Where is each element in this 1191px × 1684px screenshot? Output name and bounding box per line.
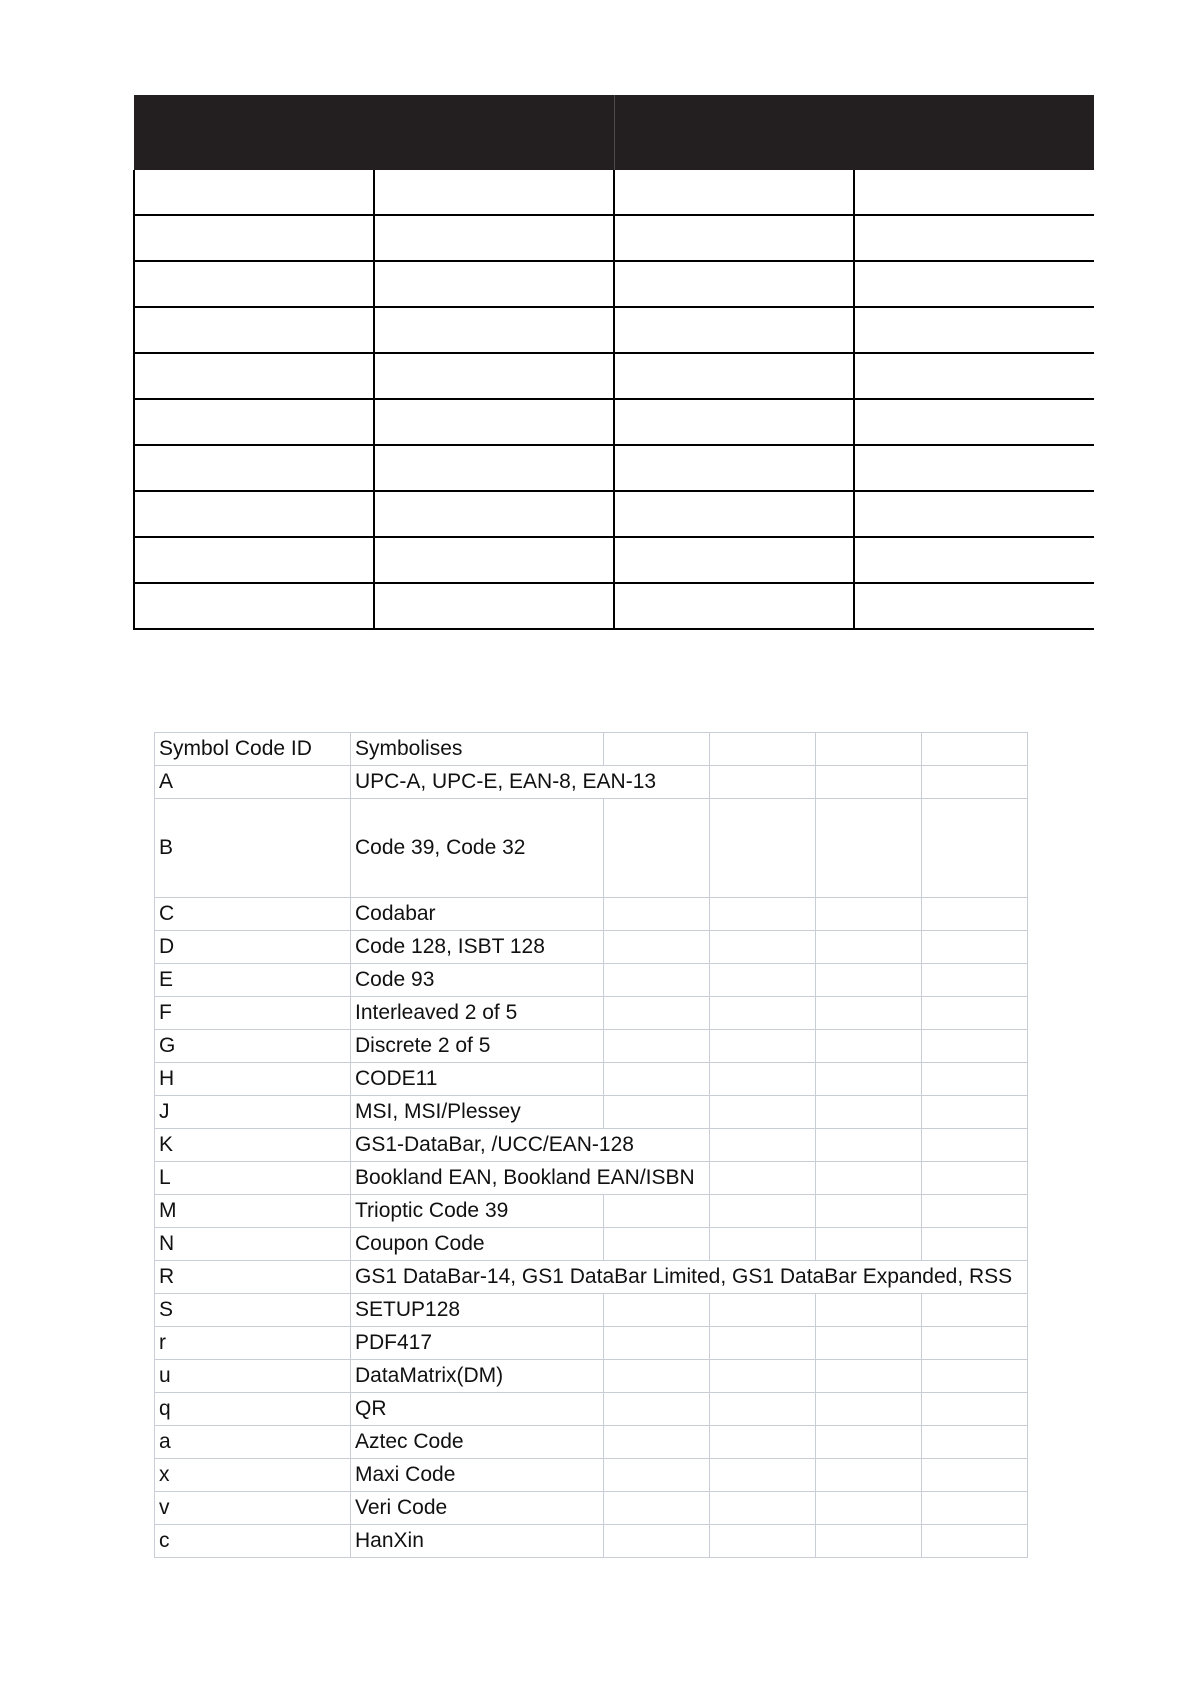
blank-table-row	[134, 170, 1094, 215]
blank-table-header-cell	[134, 95, 614, 170]
empty-cell	[816, 766, 922, 799]
blank-table-row	[134, 491, 1094, 537]
symbol-code-id-cell: x	[155, 1459, 351, 1492]
symbolises-cell: MSI, MSI/Plessey	[351, 1096, 604, 1129]
symbolises-cell: Aztec Code	[351, 1426, 604, 1459]
blank-table-header	[134, 95, 1094, 170]
empty-cell	[710, 1096, 816, 1129]
blank-cell	[854, 261, 1094, 307]
blank-cell	[134, 353, 374, 399]
symbol-code-id-cell: M	[155, 1195, 351, 1228]
empty-cell	[922, 1492, 1028, 1525]
empty-cell	[710, 733, 816, 766]
symbol-code-id-cell: E	[155, 964, 351, 997]
empty-cell	[816, 1096, 922, 1129]
empty-cell	[816, 1492, 922, 1525]
symbolises-cell: DataMatrix(DM)	[351, 1360, 604, 1393]
empty-cell	[604, 997, 710, 1030]
empty-cell	[816, 1228, 922, 1261]
symbolises-cell: Discrete 2 of 5	[351, 1030, 604, 1063]
symbol-code-id-cell: K	[155, 1129, 351, 1162]
symbolises-cell: CODE11	[351, 1063, 604, 1096]
symbol-code-id-cell: N	[155, 1228, 351, 1261]
blank-table-row	[134, 537, 1094, 583]
empty-cell	[604, 1459, 710, 1492]
blank-cell	[134, 170, 374, 215]
table-row	[155, 1393, 1028, 1426]
empty-cell	[604, 898, 710, 931]
empty-cell	[604, 1492, 710, 1525]
blank-table-header-cell	[614, 95, 1094, 170]
symbolises-cell: GS1 DataBar-14, GS1 DataBar Limited, GS1 DataBar Expanded, RSS	[351, 1261, 1028, 1294]
empty-cell	[816, 964, 922, 997]
symbol-code-id-cell: L	[155, 1162, 351, 1195]
symbolises-cell: Bookland EAN, Bookland EAN/ISBN	[351, 1162, 710, 1195]
table-row	[155, 1228, 1028, 1261]
blank-cell	[374, 307, 614, 353]
empty-cell	[922, 1129, 1028, 1162]
empty-cell	[816, 898, 922, 931]
table-row	[155, 1096, 1028, 1129]
empty-cell	[922, 1360, 1028, 1393]
empty-cell	[710, 1492, 816, 1525]
column-header-symbolises: Symbolises	[351, 733, 604, 766]
symbolises-cell: QR	[351, 1393, 604, 1426]
blank-table-row	[134, 445, 1094, 491]
symbol-code-id-cell: a	[155, 1426, 351, 1459]
empty-cell	[922, 931, 1028, 964]
empty-cell	[816, 1426, 922, 1459]
blank-cell	[134, 215, 374, 261]
blank-cell	[854, 307, 1094, 353]
empty-cell	[816, 1360, 922, 1393]
symbolises-cell: Codabar	[351, 898, 604, 931]
empty-cell	[922, 1393, 1028, 1426]
symbolises-cell: Maxi Code	[351, 1459, 604, 1492]
empty-cell	[816, 1195, 922, 1228]
empty-cell	[816, 1129, 922, 1162]
empty-cell	[816, 1393, 922, 1426]
empty-cell	[922, 1327, 1028, 1360]
symbol-code-table-body	[155, 733, 1028, 1558]
empty-cell	[922, 964, 1028, 997]
table-row	[155, 1294, 1028, 1327]
blank-cell	[374, 215, 614, 261]
empty-cell	[922, 1426, 1028, 1459]
blank-cell	[374, 353, 614, 399]
blank-cell	[134, 261, 374, 307]
symbolises-cell: Trioptic Code 39	[351, 1195, 604, 1228]
table-row	[155, 898, 1028, 931]
empty-cell	[604, 1195, 710, 1228]
empty-cell	[922, 1162, 1028, 1195]
symbol-code-id-cell: c	[155, 1525, 351, 1558]
table-row	[155, 964, 1028, 997]
empty-cell	[816, 733, 922, 766]
empty-cell	[710, 1393, 816, 1426]
symbolises-cell: Coupon Code	[351, 1228, 604, 1261]
blank-cell	[134, 491, 374, 537]
blank-cell	[374, 399, 614, 445]
empty-cell	[710, 1459, 816, 1492]
table-row	[155, 1360, 1028, 1393]
blank-cell	[614, 170, 854, 215]
table-row	[155, 997, 1028, 1030]
blank-cell	[374, 537, 614, 583]
empty-cell	[710, 1129, 816, 1162]
blank-cell	[854, 170, 1094, 215]
empty-cell	[922, 1459, 1028, 1492]
blank-cell	[614, 215, 854, 261]
empty-cell	[710, 1195, 816, 1228]
blank-cell	[374, 445, 614, 491]
empty-cell	[922, 1228, 1028, 1261]
empty-cell	[710, 1426, 816, 1459]
table-row	[155, 1525, 1028, 1558]
blank-cell	[854, 445, 1094, 491]
blank-cell	[374, 583, 614, 629]
blank-cell	[614, 583, 854, 629]
symbolises-cell: GS1-DataBar, /UCC/EAN-128	[351, 1129, 710, 1162]
empty-cell	[604, 1228, 710, 1261]
symbol-code-id-cell: J	[155, 1096, 351, 1129]
table-row	[155, 1261, 1028, 1294]
blank-cell	[614, 261, 854, 307]
empty-cell	[710, 1063, 816, 1096]
empty-cell	[816, 1459, 922, 1492]
table-row	[155, 1426, 1028, 1459]
empty-cell	[922, 799, 1028, 898]
table-row	[155, 1327, 1028, 1360]
empty-cell	[604, 1525, 710, 1558]
empty-cell	[604, 964, 710, 997]
blank-cell	[854, 537, 1094, 583]
symbolises-cell: Code 93	[351, 964, 604, 997]
empty-cell	[922, 997, 1028, 1030]
empty-cell	[710, 997, 816, 1030]
empty-cell	[816, 1162, 922, 1195]
symbolises-cell: UPC-A, UPC-E, EAN-8, EAN-13	[351, 766, 710, 799]
blank-table-row	[134, 353, 1094, 399]
symbol-code-id-cell: R	[155, 1261, 351, 1294]
empty-cell	[710, 1525, 816, 1558]
blank-cell	[374, 491, 614, 537]
table-row	[155, 1195, 1028, 1228]
empty-cell	[604, 1393, 710, 1426]
table-row	[155, 766, 1028, 799]
blank-table-row	[134, 399, 1094, 445]
blank-table	[133, 95, 1094, 630]
symbol-code-id-cell: r	[155, 1327, 351, 1360]
blank-cell	[854, 215, 1094, 261]
table-row	[155, 1030, 1028, 1063]
symbol-code-id-cell: q	[155, 1393, 351, 1426]
empty-cell	[922, 733, 1028, 766]
symbol-code-id-cell: S	[155, 1294, 351, 1327]
empty-cell	[816, 1327, 922, 1360]
table-row	[155, 1492, 1028, 1525]
symbol-code-id-cell: A	[155, 766, 351, 799]
empty-cell	[922, 1195, 1028, 1228]
blank-table-body	[134, 170, 1094, 629]
empty-cell	[710, 799, 816, 898]
empty-cell	[816, 997, 922, 1030]
blank-cell	[854, 353, 1094, 399]
empty-cell	[922, 1525, 1028, 1558]
empty-cell	[922, 766, 1028, 799]
empty-cell	[604, 1294, 710, 1327]
blank-cell	[614, 399, 854, 445]
empty-cell	[922, 1096, 1028, 1129]
empty-cell	[604, 733, 710, 766]
table-row	[155, 1063, 1028, 1096]
empty-cell	[922, 1294, 1028, 1327]
symbol-code-id-cell: H	[155, 1063, 351, 1096]
blank-cell	[854, 583, 1094, 629]
empty-cell	[710, 1228, 816, 1261]
blank-cell	[614, 353, 854, 399]
empty-cell	[816, 1294, 922, 1327]
symbol-code-id-cell: G	[155, 1030, 351, 1063]
blank-cell	[614, 537, 854, 583]
empty-cell	[710, 1030, 816, 1063]
empty-cell	[816, 799, 922, 898]
symbolises-cell: Code 39, Code 32	[351, 799, 604, 898]
empty-cell	[604, 1030, 710, 1063]
empty-cell	[604, 1063, 710, 1096]
symbol-code-id-cell: F	[155, 997, 351, 1030]
empty-cell	[922, 1063, 1028, 1096]
empty-cell	[816, 1525, 922, 1558]
empty-cell	[816, 931, 922, 964]
empty-cell	[604, 1096, 710, 1129]
column-header-symbol-code-id: Symbol Code ID	[155, 733, 351, 766]
blank-cell	[614, 491, 854, 537]
empty-cell	[604, 799, 710, 898]
symbol-code-table	[154, 732, 1028, 1558]
symbolises-cell: HanXin	[351, 1525, 604, 1558]
empty-cell	[604, 1360, 710, 1393]
empty-cell	[816, 1030, 922, 1063]
symbol-code-id-cell: D	[155, 931, 351, 964]
blank-cell	[374, 261, 614, 307]
symbolises-cell: Interleaved 2 of 5	[351, 997, 604, 1030]
symbolises-cell: PDF417	[351, 1327, 604, 1360]
empty-cell	[604, 1327, 710, 1360]
symbol-code-id-cell: C	[155, 898, 351, 931]
blank-cell	[134, 399, 374, 445]
empty-cell	[922, 898, 1028, 931]
empty-cell	[710, 1294, 816, 1327]
blank-table-row	[134, 215, 1094, 261]
symbol-code-id-cell: u	[155, 1360, 351, 1393]
blank-table-row	[134, 583, 1094, 629]
empty-cell	[710, 1360, 816, 1393]
blank-cell	[134, 537, 374, 583]
empty-cell	[922, 1030, 1028, 1063]
blank-cell	[614, 307, 854, 353]
empty-cell	[710, 898, 816, 931]
table-row	[155, 799, 1028, 898]
empty-cell	[710, 1327, 816, 1360]
symbolises-cell: Code 128, ISBT 128	[351, 931, 604, 964]
blank-table-row	[134, 307, 1094, 353]
symbolises-cell: SETUP128	[351, 1294, 604, 1327]
blank-cell	[134, 583, 374, 629]
empty-cell	[604, 1426, 710, 1459]
table-row	[155, 931, 1028, 964]
empty-cell	[710, 964, 816, 997]
blank-cell	[134, 307, 374, 353]
empty-cell	[710, 931, 816, 964]
table-row	[155, 1129, 1028, 1162]
empty-cell	[816, 1063, 922, 1096]
table-row	[155, 1162, 1028, 1195]
blank-table-row	[134, 261, 1094, 307]
blank-cell	[134, 445, 374, 491]
table-row	[155, 1459, 1028, 1492]
blank-cell	[854, 491, 1094, 537]
table-header-row	[155, 733, 1028, 766]
empty-cell	[710, 1162, 816, 1195]
symbolises-cell: Veri Code	[351, 1492, 604, 1525]
blank-cell	[614, 445, 854, 491]
empty-cell	[604, 931, 710, 964]
blank-cell	[854, 399, 1094, 445]
blank-cell	[374, 170, 614, 215]
symbol-code-id-cell: v	[155, 1492, 351, 1525]
empty-cell	[710, 766, 816, 799]
symbol-code-id-cell: B	[155, 799, 351, 898]
